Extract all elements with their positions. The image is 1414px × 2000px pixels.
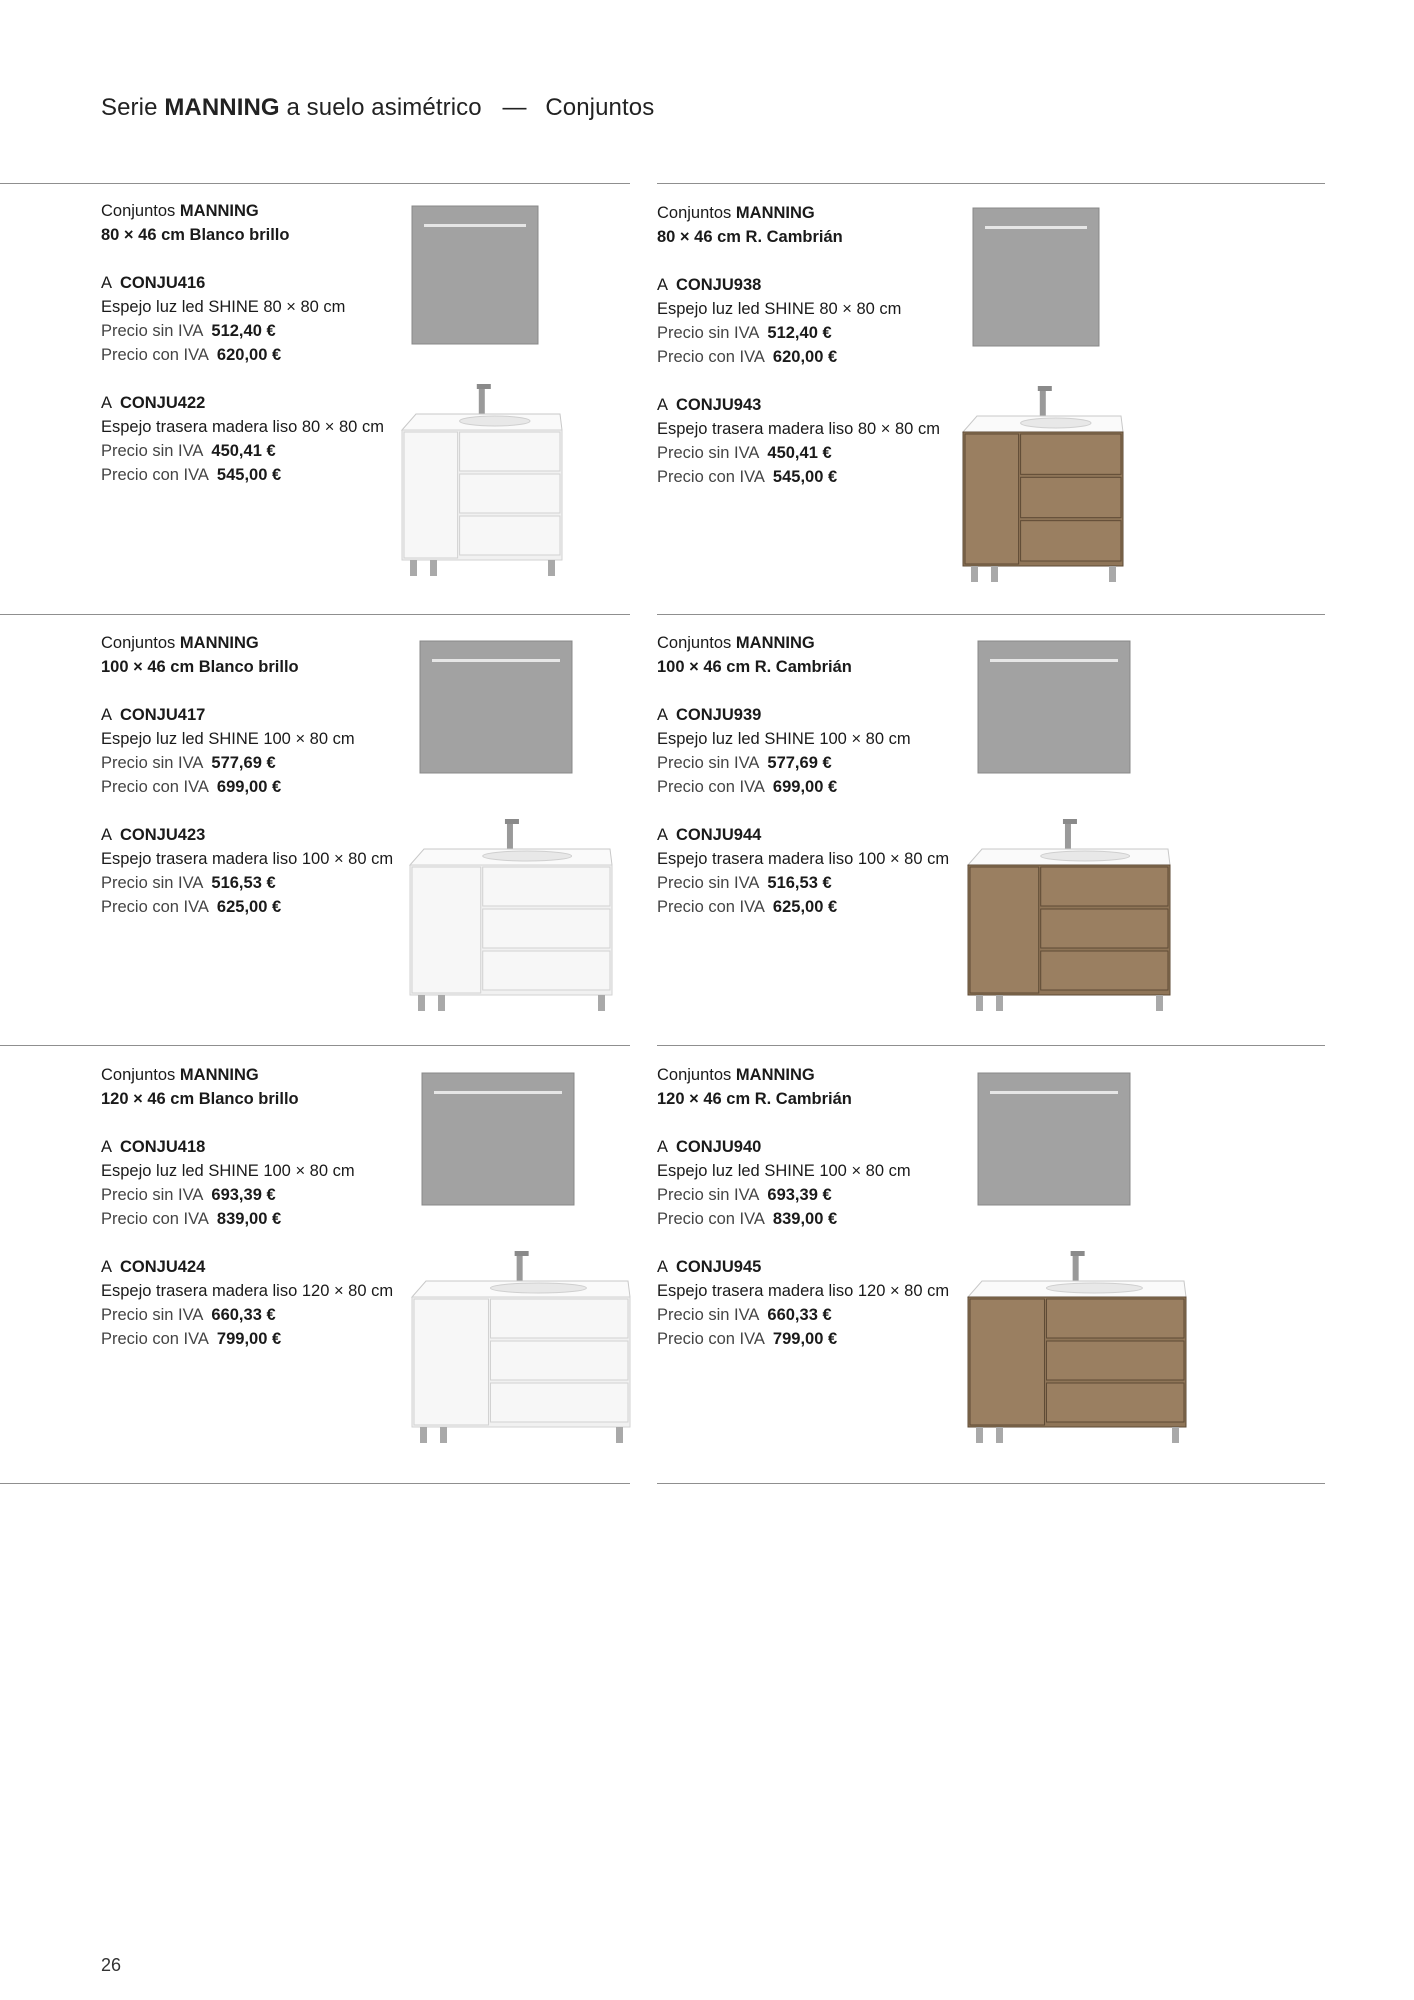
price-sin-iva: 512,40 € (211, 322, 276, 340)
price-sin-iva-line (657, 321, 957, 345)
title-brand: MANNING (735, 1066, 815, 1084)
product-size-finish: 100 × 46 cm Blanco brillo (101, 658, 299, 676)
title-prefix: Conjuntos (101, 634, 176, 652)
cabinet-leg (1172, 1427, 1179, 1443)
cabinet-drawer (1041, 909, 1168, 948)
divider-rule (657, 1045, 1325, 1046)
price-sin-iva-line (101, 319, 401, 343)
divider-rule (657, 183, 1325, 184)
cabinet-leg (418, 995, 425, 1011)
product-size-finish: 100 × 46 cm R. Cambrián (657, 658, 852, 676)
price-con-iva-line (101, 463, 401, 487)
faucet-spout (1063, 819, 1077, 824)
faucet (1040, 390, 1046, 416)
price-con-iva: 620,00 € (216, 346, 282, 364)
basin-bowl (1046, 1283, 1142, 1293)
price-con-iva: 545,00 € (216, 466, 282, 484)
faucet (1073, 1255, 1079, 1281)
price-con-iva: 620,00 € (772, 348, 838, 366)
cabinet-drawer (1046, 1341, 1184, 1380)
price-con-iva-line (101, 1207, 401, 1231)
cabinet-leg (548, 560, 555, 576)
product-size-finish: 120 × 46 cm R. Cambrián (657, 1090, 852, 1108)
price-sin-iva: 577,69 € (767, 754, 832, 772)
divider-rule (657, 1483, 1325, 1484)
cabinet-drawer (490, 1299, 628, 1338)
option-letter: A (657, 706, 669, 724)
price-sin-iva: 512,40 € (767, 324, 832, 342)
product-size-finish: 120 × 46 cm Blanco brillo (101, 1090, 299, 1108)
product-info (101, 1063, 401, 1351)
cabinet-drawer (483, 909, 610, 948)
price-con-iva: 839,00 € (216, 1210, 282, 1228)
price-con-iva-line (657, 1327, 957, 1351)
option-code-line (657, 1255, 957, 1279)
page-header (101, 94, 654, 122)
price-sin-iva-label: Precio sin IVA (101, 442, 204, 460)
product-set (657, 1049, 1277, 1469)
price-sin-iva-line (657, 441, 957, 465)
price-con-iva-line (657, 465, 957, 489)
option-letter: A (657, 1138, 669, 1156)
basin-bowl (483, 851, 572, 861)
cabinet-leg (996, 1427, 1003, 1443)
option-code-line (657, 273, 957, 297)
cabinet-leg (971, 566, 978, 582)
cabinet-leg (440, 1427, 447, 1443)
option-letter: A (101, 706, 113, 724)
price-con-iva-label: Precio con IVA (101, 1210, 209, 1228)
product-title (657, 631, 957, 655)
option-code-line (101, 823, 401, 847)
product-size-finish: 80 × 46 cm Blanco brillo (101, 226, 290, 244)
faucet-spout (477, 384, 491, 389)
cabinet-drawer (1041, 951, 1168, 990)
faucet (507, 823, 513, 849)
header-prefix: Serie (101, 94, 158, 121)
option-code: CONJU945 (676, 1258, 762, 1276)
cabinet-leg (420, 1427, 427, 1443)
cabinet-drawer (460, 516, 560, 555)
header-section: Conjuntos (545, 94, 655, 121)
product-illustration (957, 202, 1137, 612)
option-code-line (101, 1135, 401, 1159)
option-letter: A (657, 396, 669, 414)
faucet-spout (1071, 1251, 1085, 1256)
divider-rule (0, 183, 630, 184)
title-brand: MANNING (735, 634, 815, 652)
basin-bowl (1021, 418, 1091, 428)
option-code: CONJU938 (676, 276, 762, 294)
option-code-line (101, 1255, 401, 1279)
option-code: CONJU939 (676, 706, 762, 724)
product-info (101, 199, 401, 487)
option-code-line (657, 393, 957, 417)
price-sin-iva-line (101, 871, 401, 895)
cabinet-drawer (1021, 434, 1121, 474)
product-info (101, 631, 401, 919)
title-brand: MANNING (179, 634, 259, 652)
divider-rule (657, 614, 1325, 615)
product-title (101, 1063, 401, 1087)
option-code-line (657, 823, 957, 847)
option-description: Espejo luz led SHINE 80 × 80 cm (101, 298, 346, 316)
price-sin-iva: 660,33 € (767, 1306, 832, 1324)
price-sin-iva-line (657, 1303, 957, 1327)
price-con-iva-label: Precio con IVA (101, 778, 209, 796)
product-set (101, 617, 721, 1037)
product-info (657, 201, 957, 489)
price-con-iva: 625,00 € (216, 898, 282, 916)
option-code-line (101, 703, 401, 727)
cabinet-drawer (483, 867, 610, 906)
option-description: Espejo trasera madera liso 120 × 80 cm (101, 1282, 394, 1300)
option-letter: A (657, 276, 669, 294)
product-illustration (406, 1067, 644, 1473)
cabinet-door (414, 1299, 488, 1425)
price-con-iva-line (101, 1327, 401, 1351)
price-con-iva-label: Precio con IVA (101, 466, 209, 484)
divider-rule (0, 1483, 630, 1484)
product-set (657, 187, 1277, 607)
price-sin-iva: 660,33 € (211, 1306, 276, 1324)
cabinet-leg (1156, 995, 1163, 1011)
price-sin-iva-line (101, 1303, 401, 1327)
faucet-spout (515, 1251, 529, 1256)
product-title (101, 199, 401, 223)
cabinet-drawer (490, 1341, 628, 1380)
cabinet-drawer (460, 474, 560, 513)
option-description: Espejo trasera madera liso 120 × 80 cm (657, 1282, 950, 1300)
price-con-iva-line (657, 345, 957, 369)
price-sin-iva-label: Precio sin IVA (657, 1186, 760, 1204)
title-brand: MANNING (179, 1066, 259, 1084)
divider-rule (0, 1045, 630, 1046)
cabinet-leg (991, 566, 998, 582)
option-code: CONJU424 (120, 1258, 206, 1276)
price-sin-iva-label: Precio sin IVA (101, 322, 204, 340)
faucet (1065, 823, 1071, 849)
product-illustration (962, 635, 1184, 1041)
option-description: Espejo luz led SHINE 100 × 80 cm (657, 730, 911, 748)
product-illustration (396, 200, 576, 606)
product-illustration (962, 1067, 1200, 1473)
product-set (101, 1049, 721, 1469)
option-description: Espejo trasera madera liso 80 × 80 cm (101, 418, 384, 436)
price-sin-iva-label: Precio sin IVA (101, 1306, 204, 1324)
price-sin-iva-label: Precio sin IVA (101, 754, 204, 772)
price-sin-iva: 450,41 € (211, 442, 276, 460)
cabinet-leg (1109, 566, 1116, 582)
header-rest: a suelo asimétrico (286, 94, 482, 121)
price-con-iva-line (657, 775, 957, 799)
title-brand: MANNING (179, 202, 259, 220)
price-con-iva-label: Precio con IVA (101, 346, 209, 364)
option-letter: A (101, 1138, 113, 1156)
cabinet-drawer (1041, 867, 1168, 906)
price-sin-iva: 516,53 € (767, 874, 832, 892)
option-description: Espejo luz led SHINE 100 × 80 cm (101, 730, 355, 748)
cabinet-leg (438, 995, 445, 1011)
option-code-line (657, 703, 957, 727)
price-con-iva: 699,00 € (772, 778, 838, 796)
price-con-iva-label: Precio con IVA (657, 898, 765, 916)
price-sin-iva-line (657, 1183, 957, 1207)
cabinet-leg (598, 995, 605, 1011)
option-code: CONJU416 (120, 274, 206, 292)
cabinet-drawer (460, 432, 560, 471)
price-con-iva-line (101, 775, 401, 799)
price-sin-iva-line (101, 1183, 401, 1207)
product-title (657, 201, 957, 225)
basin-bowl (460, 416, 530, 426)
title-prefix: Conjuntos (101, 1066, 176, 1084)
option-code: CONJU944 (676, 826, 762, 844)
faucet-spout (1038, 386, 1052, 391)
product-info (657, 631, 957, 919)
price-sin-iva: 693,39 € (767, 1186, 832, 1204)
option-code: CONJU940 (676, 1138, 762, 1156)
price-con-iva-label: Precio con IVA (657, 778, 765, 796)
mirror-led-strip (434, 1091, 562, 1094)
price-con-iva-label: Precio con IVA (101, 1330, 209, 1348)
option-description: Espejo luz led SHINE 100 × 80 cm (657, 1162, 911, 1180)
option-code-line (101, 391, 401, 415)
price-con-iva-line (657, 895, 957, 919)
header-brand: MANNING (164, 94, 280, 121)
cabinet-leg (996, 995, 1003, 1011)
price-sin-iva-label: Precio sin IVA (657, 874, 760, 892)
price-sin-iva-label: Precio sin IVA (657, 754, 760, 772)
option-letter: A (101, 826, 113, 844)
product-set (101, 185, 721, 605)
price-con-iva: 545,00 € (772, 468, 838, 486)
option-code: CONJU423 (120, 826, 206, 844)
price-con-iva-line (657, 1207, 957, 1231)
cabinet-door (970, 1299, 1044, 1425)
cabinet-door (965, 434, 1019, 564)
price-con-iva-line (101, 895, 401, 919)
title-brand: MANNING (735, 204, 815, 222)
option-letter: A (101, 274, 113, 292)
price-sin-iva-line (101, 439, 401, 463)
price-con-iva-label: Precio con IVA (657, 348, 765, 366)
option-description: Espejo trasera madera liso 100 × 80 cm (101, 850, 394, 868)
product-info (657, 1063, 957, 1351)
price-sin-iva: 450,41 € (767, 444, 832, 462)
product-size-finish: 80 × 46 cm R. Cambrián (657, 228, 843, 246)
product-title (657, 1063, 957, 1087)
cabinet-drawer (1021, 477, 1121, 517)
faucet (517, 1255, 523, 1281)
cabinet-leg (976, 995, 983, 1011)
price-sin-iva-label: Precio sin IVA (657, 1306, 760, 1324)
price-con-iva: 699,00 € (216, 778, 282, 796)
cabinet-leg (976, 1427, 983, 1443)
cabinet-drawer (483, 951, 610, 990)
option-letter: A (657, 826, 669, 844)
header-dash: — (502, 94, 527, 121)
mirror-led-strip (432, 659, 560, 662)
mirror-led-strip (990, 1091, 1118, 1094)
cabinet-leg (410, 560, 417, 576)
title-prefix: Conjuntos (101, 202, 176, 220)
option-code: CONJU417 (120, 706, 206, 724)
price-sin-iva-line (657, 871, 957, 895)
basin-bowl (490, 1283, 586, 1293)
cabinet-drawer (1021, 521, 1121, 561)
option-letter: A (657, 1258, 669, 1276)
product-illustration (404, 635, 626, 1041)
mirror-led-strip (985, 226, 1087, 229)
page-number: 26 (101, 1955, 122, 1975)
price-sin-iva-label: Precio sin IVA (657, 324, 760, 342)
option-description: Espejo luz led SHINE 100 × 80 cm (101, 1162, 355, 1180)
cabinet-leg (616, 1427, 623, 1443)
product-title (101, 631, 401, 655)
price-sin-iva: 516,53 € (211, 874, 276, 892)
divider-rule (0, 614, 630, 615)
option-code-line (101, 271, 401, 295)
cabinet-drawer (490, 1383, 628, 1422)
price-con-iva: 799,00 € (772, 1330, 838, 1348)
price-sin-iva-label: Precio sin IVA (101, 1186, 204, 1204)
cabinet-door (412, 867, 481, 993)
cabinet-leg (430, 560, 437, 576)
option-code-line (657, 1135, 957, 1159)
cabinet-door (970, 867, 1039, 993)
option-code: CONJU418 (120, 1138, 206, 1156)
option-code: CONJU422 (120, 394, 206, 412)
price-sin-iva-label: Precio sin IVA (101, 874, 204, 892)
price-con-iva-label: Precio con IVA (657, 1210, 765, 1228)
cabinet-door (404, 432, 458, 558)
option-letter: A (101, 394, 113, 412)
title-prefix: Conjuntos (657, 204, 732, 222)
option-code: CONJU943 (676, 396, 762, 414)
basin-bowl (1041, 851, 1130, 861)
option-description: Espejo trasera madera liso 100 × 80 cm (657, 850, 950, 868)
price-con-iva-label: Precio con IVA (657, 468, 765, 486)
price-sin-iva-line (657, 751, 957, 775)
option-description: Espejo luz led SHINE 80 × 80 cm (657, 300, 902, 318)
product-set (657, 617, 1277, 1037)
price-con-iva: 799,00 € (216, 1330, 282, 1348)
price-con-iva: 839,00 € (772, 1210, 838, 1228)
price-con-iva-label: Precio con IVA (657, 1330, 765, 1348)
option-letter: A (101, 1258, 113, 1276)
price-sin-iva: 693,39 € (211, 1186, 276, 1204)
mirror-led-strip (990, 659, 1118, 662)
cabinet-drawer (1046, 1383, 1184, 1422)
price-sin-iva: 577,69 € (211, 754, 276, 772)
title-prefix: Conjuntos (657, 634, 732, 652)
price-sin-iva-line (101, 751, 401, 775)
cabinet-drawer (1046, 1299, 1184, 1338)
faucet (479, 388, 485, 414)
title-prefix: Conjuntos (657, 1066, 732, 1084)
price-con-iva-line (101, 343, 401, 367)
price-con-iva-label: Precio con IVA (101, 898, 209, 916)
price-sin-iva-label: Precio sin IVA (657, 444, 760, 462)
faucet-spout (505, 819, 519, 824)
mirror-led-strip (424, 224, 526, 227)
option-description: Espejo trasera madera liso 80 × 80 cm (657, 420, 940, 438)
price-con-iva: 625,00 € (772, 898, 838, 916)
